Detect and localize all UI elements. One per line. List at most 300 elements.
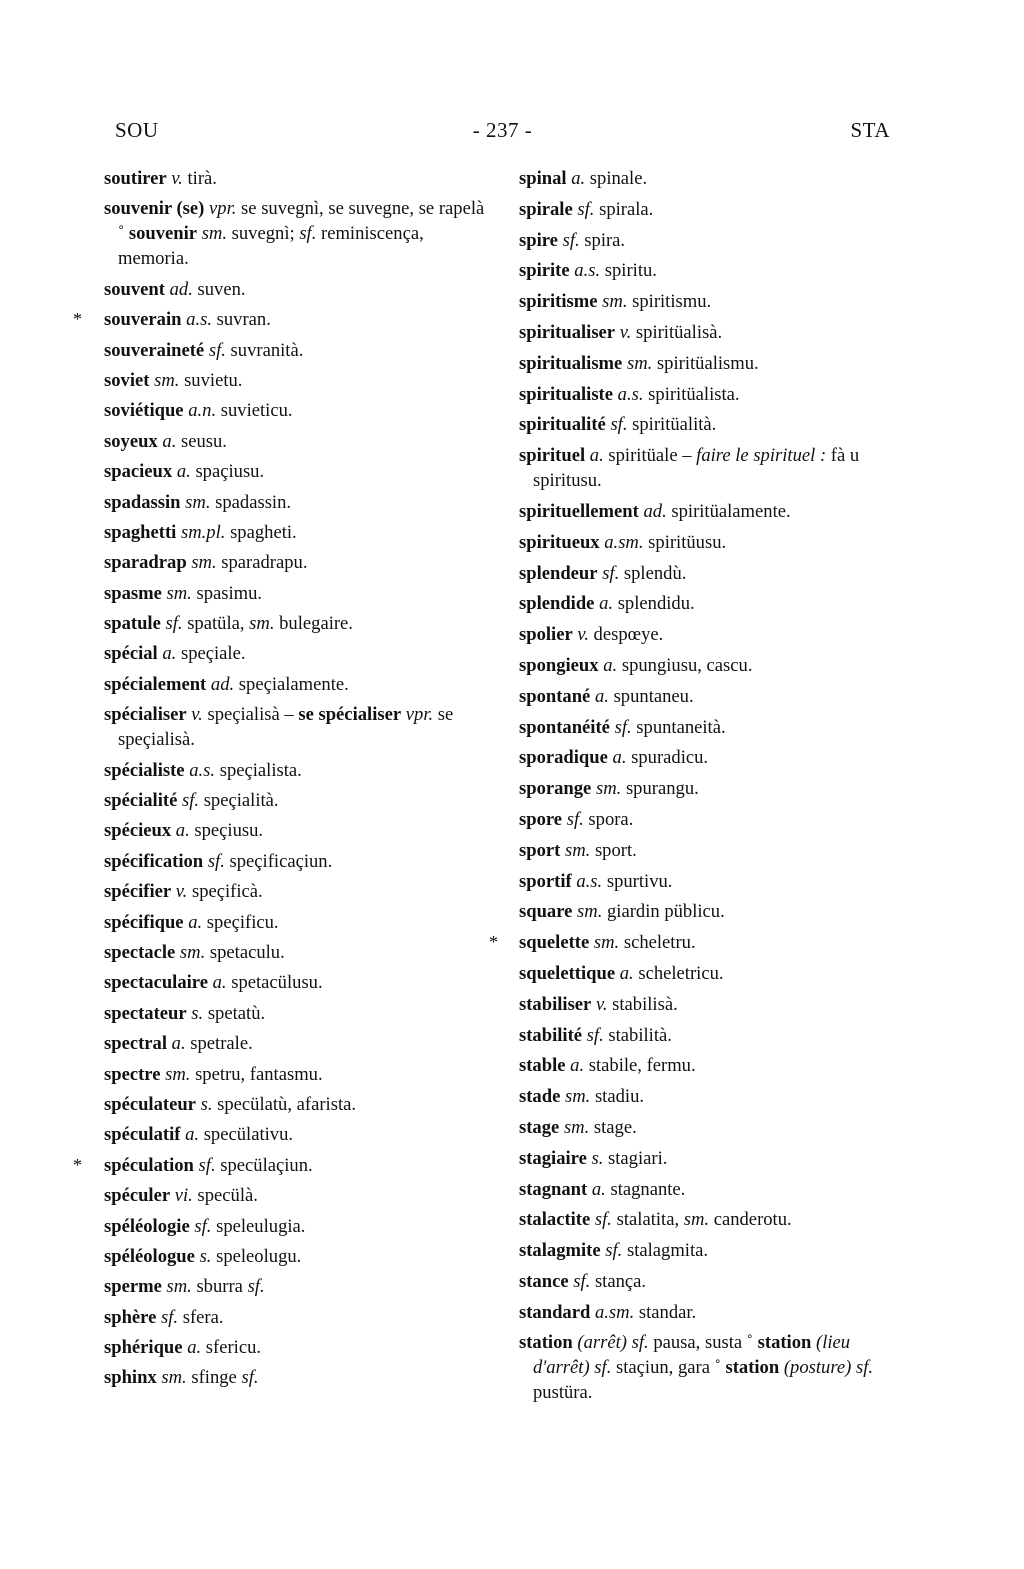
dictionary-entry — [519, 1084, 891, 1109]
headword: spécialiste — [104, 759, 185, 781]
dictionary-entry — [519, 228, 891, 253]
grammar-label: sm. — [179, 941, 206, 963]
grammar-label: sf. — [577, 198, 595, 220]
grammar-label: a. — [162, 430, 177, 452]
definition-text: ˚ — [714, 1357, 726, 1379]
dictionary-entry — [104, 702, 494, 752]
headword: se spécialiser — [298, 704, 402, 726]
page-header — [115, 118, 890, 148]
page-number: - 237 - — [472, 118, 533, 142]
grammar-label: sm. — [593, 932, 620, 954]
dictionary-entry — [104, 1062, 494, 1087]
dictionary-entry — [519, 197, 891, 222]
dictionary-entry — [104, 1001, 494, 1026]
dictionary-entry — [104, 672, 494, 697]
grammar-label: s. — [591, 1147, 604, 1169]
grammar-label: v. — [171, 168, 183, 189]
headword: spectre — [104, 1063, 161, 1085]
grammar-label: sm. — [595, 778, 622, 800]
headword: spirituellement — [519, 500, 639, 522]
headword: square — [519, 901, 573, 923]
definition-text: standar. — [634, 1301, 697, 1323]
definition-text: spiritüusu. — [643, 531, 727, 553]
dictionary-entry — [104, 1274, 494, 1299]
dictionary-entry — [104, 550, 494, 575]
grammar-label: sf. — [614, 716, 632, 738]
dictionary-entry — [519, 899, 891, 924]
headword: stable — [519, 1055, 566, 1077]
definition-text: speleulugia. — [211, 1215, 306, 1237]
dictionary-entry — [519, 715, 891, 740]
definition-text: suvieticu. — [216, 400, 293, 422]
headword: sphérique — [104, 1337, 183, 1359]
definition-text: spetru, fantasmu. — [190, 1063, 323, 1085]
dictionary-entry — [489, 930, 891, 955]
definition-text: suven. — [192, 278, 246, 300]
grammar-label: sf. — [194, 1215, 212, 1237]
dictionary-entry — [104, 1365, 494, 1390]
dictionary-entry — [519, 289, 891, 314]
grammar-label: sf. — [586, 1024, 604, 1046]
headword: souvenir — [128, 223, 198, 245]
definition-text: stagiari. — [603, 1147, 668, 1169]
dictionary-entry — [104, 338, 494, 363]
grammar-label: a.s. — [576, 870, 603, 892]
definition-text: se suvegnì, se suvegne, se rapelà — [236, 198, 485, 220]
definition-text: sfinge — [186, 1367, 242, 1389]
grammar-label: sm. — [626, 352, 653, 374]
definition-text: stabile, fermu. — [584, 1055, 696, 1077]
headword: station — [757, 1332, 812, 1354]
dictionary-entry — [519, 807, 891, 832]
grammar-label: sm. — [602, 291, 628, 313]
definition-text: tirà. — [182, 168, 217, 189]
dictionary-entry — [519, 591, 891, 616]
grammar-label: sm. — [191, 552, 217, 574]
dictionary-entry — [104, 1122, 494, 1147]
definition-text: speçialista. — [215, 759, 302, 781]
dictionary-entry — [104, 641, 494, 666]
grammar-label: sf. — [610, 414, 628, 436]
dictionary-entry — [104, 368, 494, 393]
headword: souverain — [104, 309, 182, 331]
definition-text: spetrale. — [185, 1033, 253, 1055]
definition-text: sport. — [590, 839, 637, 861]
grammar-label: sf. — [299, 223, 317, 245]
grammar-label: a. — [162, 643, 177, 665]
headword: spécification — [104, 850, 204, 872]
grammar-label: sf. — [602, 562, 620, 584]
grammar-label: a. — [570, 1055, 585, 1077]
definition-text: scheletricu. — [633, 962, 724, 984]
dictionary-entry — [519, 1146, 891, 1171]
dictionary-entry — [519, 530, 891, 555]
definition-text: stabilità. — [603, 1024, 672, 1046]
grammar-label: a. — [599, 593, 614, 615]
definition-text: suvietu. — [179, 369, 243, 391]
headword: spécieux — [104, 820, 172, 842]
headword: sport — [519, 839, 561, 861]
grammar-label: sf. — [605, 1240, 623, 1262]
grammar-label: a. — [571, 168, 586, 189]
definition-text: spiritüalista. — [643, 383, 740, 405]
headword: splendeur — [519, 562, 598, 584]
grammar-label: a. — [188, 911, 203, 933]
grammar-label: sf. — [208, 339, 226, 361]
header-last-word: STA — [850, 118, 890, 142]
headword: spéculer — [104, 1185, 171, 1207]
headword: sportif — [519, 870, 572, 892]
headword: sporadique — [519, 747, 608, 769]
definition-text: spiritüalità. — [627, 414, 717, 436]
dictionary-entry — [104, 166, 494, 191]
definition-text: giardin püblicu. — [602, 901, 725, 923]
grammar-label: sm. — [564, 839, 591, 861]
definition-text: spetaculu. — [205, 941, 285, 963]
grammar-label: sf. — [241, 1367, 259, 1389]
grammar-label: a.n. — [188, 400, 217, 422]
dictionary-entry — [519, 869, 891, 894]
asterisk-marker: * — [73, 309, 82, 330]
grammar-label: s. — [200, 1093, 213, 1115]
dictionary-entry — [519, 258, 891, 283]
headword: sphinx — [104, 1367, 157, 1389]
grammar-label: sf. — [594, 1209, 612, 1231]
definition-text: staçiun, gara — [611, 1357, 715, 1379]
headword: soyeux — [104, 430, 158, 452]
definition-text: specülativu. — [199, 1124, 294, 1146]
headword: spécialité — [104, 790, 178, 812]
headword: soviétique — [104, 400, 184, 422]
dictionary-entry — [519, 838, 891, 863]
grammar-label: a. — [612, 747, 627, 769]
dictionary-entry — [104, 818, 494, 843]
dictionary-entry — [104, 1244, 494, 1269]
grammar-label: sm. — [577, 901, 603, 923]
headword: stabiliser — [519, 993, 592, 1015]
dictionary-entry — [519, 653, 891, 678]
headword: spectral — [104, 1033, 167, 1055]
definition-text: specülatù, afarista. — [212, 1093, 357, 1115]
grammar-label: ad. — [169, 278, 193, 300]
headword: souvent — [104, 278, 165, 300]
definition-text: spiritüalisà. — [631, 321, 723, 343]
definition-text: spiritüalismu. — [652, 352, 759, 374]
definition-text: speçificà. — [187, 881, 263, 903]
grammar-label: sm. — [166, 1276, 192, 1298]
grammar-label: sf. — [165, 613, 183, 635]
headword: spectateur — [104, 1002, 187, 1024]
headword: sparadrap — [104, 552, 187, 574]
dictionary-entry — [519, 776, 891, 801]
grammar-label: a. — [594, 685, 609, 707]
definition-text: spaçiusu. — [190, 461, 265, 483]
headword: spontané — [519, 685, 591, 707]
headword: spéculateur — [104, 1093, 196, 1115]
dictionary-entry — [519, 412, 891, 437]
dictionary-entry — [104, 459, 494, 484]
headword: spiritualiser — [519, 321, 616, 343]
dictionary-entry — [519, 684, 891, 709]
definition-text: spurtivu. — [602, 870, 673, 892]
definition-text: stalagmita. — [622, 1240, 709, 1262]
definition-text: stança. — [590, 1270, 647, 1292]
grammar-label: a. — [589, 445, 604, 467]
headword: spécial — [104, 643, 158, 665]
definition-text: stage. — [589, 1116, 637, 1138]
headword: spinal — [519, 168, 567, 189]
headword: spéculation — [104, 1154, 194, 1176]
dictionary-entry — [104, 611, 494, 636]
definition-text: despœye. — [588, 624, 664, 646]
definition-text: ˚ — [746, 1332, 758, 1354]
definition-text: specülà. — [192, 1185, 258, 1207]
headword: spéléologue — [104, 1245, 195, 1267]
definition-text: speçialamente. — [234, 673, 349, 695]
definition-text: spetacülusu. — [226, 972, 323, 994]
grammar-label: a.s. — [186, 309, 212, 331]
headword: spontanéité — [519, 716, 610, 738]
headword: spiritualiste — [519, 383, 614, 405]
dictionary-entry — [104, 1092, 494, 1117]
definition-text: sfericu. — [201, 1337, 262, 1359]
grammar-label: s. — [199, 1245, 212, 1267]
grammar-label: sf. — [566, 808, 584, 830]
definition-text: bulegaire. — [274, 613, 353, 635]
definition-text: spagheti. — [225, 521, 297, 543]
headword: station — [519, 1332, 573, 1354]
grammar-label: a. — [591, 1178, 606, 1200]
grammar-label: sm. — [161, 1367, 187, 1389]
definition-text: spiritüalamente. — [666, 500, 791, 522]
dictionary-entry — [519, 1238, 891, 1263]
dictionary-entry — [519, 745, 891, 770]
headword: spolier — [519, 624, 573, 646]
dictionary-entry — [104, 398, 494, 423]
grammar-label: vpr. — [405, 704, 434, 726]
definition-text: stagnante. — [605, 1178, 686, 1200]
headword: spirituel — [519, 445, 586, 467]
dictionary-entry — [104, 1214, 494, 1239]
definition-text: spatüla, — [182, 613, 250, 635]
dictionary-entry — [104, 429, 494, 454]
headword: souveraineté — [104, 339, 205, 361]
grammar-label: sm. — [201, 223, 227, 245]
headword: stalagmite — [519, 1240, 601, 1262]
grammar-label: sm. — [563, 1116, 590, 1138]
grammar-label: a.s. — [189, 759, 216, 781]
definition-text: spungiusu, cascu. — [617, 654, 753, 676]
headword: spasme — [104, 582, 162, 604]
headword: spectaculaire — [104, 972, 208, 994]
headword: spectacle — [104, 941, 176, 963]
definition-text: spuntaneu. — [608, 685, 694, 707]
grammar-label: sm. — [564, 1086, 591, 1108]
grammar-label: ad. — [210, 673, 235, 695]
header-first-word: SOU — [115, 118, 159, 142]
definition-text: speleolugu. — [211, 1245, 302, 1267]
grammar-label: sf. — [181, 790, 200, 812]
headword: spirite — [519, 260, 570, 282]
grammar-label: a.s. — [574, 260, 601, 282]
dictionary-entry — [519, 622, 891, 647]
definition-text: speçiale. — [176, 643, 246, 665]
definition-text: spinale. — [585, 168, 648, 189]
definition-text: splendidu. — [613, 593, 695, 615]
definition-text: specülaçiun. — [215, 1154, 313, 1176]
headword: stance — [519, 1270, 569, 1292]
dictionary-entry — [519, 1177, 891, 1202]
dictionary-entry — [73, 1153, 494, 1178]
grammar-label: ad. — [643, 500, 667, 522]
grammar-label: a. — [185, 1124, 200, 1146]
grammar-label: sm. — [683, 1209, 710, 1231]
dictionary-entry — [519, 1023, 891, 1048]
dictionary-entry — [519, 1300, 891, 1325]
grammar-label: a.s. — [617, 383, 644, 405]
definition-text: spadassin. — [210, 491, 292, 513]
grammar-label: sf. — [198, 1154, 216, 1176]
definition-text: spiritismu. — [627, 291, 712, 313]
definition-text: stabilisà. — [607, 993, 678, 1015]
dictionary-entry — [519, 320, 891, 345]
definition-text: ˚ — [118, 223, 129, 245]
asterisk-marker: * — [489, 932, 498, 953]
dictionary-entry — [519, 1269, 891, 1294]
headword: spirale — [519, 198, 573, 220]
definition-text: se speçialisà. — [118, 704, 454, 751]
definition-text: stadiu. — [590, 1086, 645, 1108]
headword: soviet — [104, 369, 150, 391]
headword: spongieux — [519, 654, 599, 676]
headword: stalactite — [519, 1209, 591, 1231]
definition-text: spira. — [579, 229, 626, 251]
headword: spiritisme — [519, 291, 598, 313]
headword: spadassin — [104, 491, 181, 513]
grammar-label: v. — [191, 704, 203, 726]
dictionary-entry — [104, 758, 494, 783]
dictionary-entry — [104, 1305, 494, 1330]
grammar-label: v. — [175, 881, 188, 903]
left-column — [73, 166, 494, 1396]
headword: spacieux — [104, 461, 173, 483]
dictionary-entry — [104, 1031, 494, 1056]
grammar-label: (posture) sf. — [783, 1357, 874, 1379]
asterisk-marker: * — [73, 1154, 82, 1175]
definition-text: spirala. — [594, 198, 654, 220]
headword: stagiaire — [519, 1147, 587, 1169]
definition-text: spurangu. — [621, 778, 699, 800]
definition-text: stalatita, — [611, 1209, 684, 1231]
headword: spiritualisme — [519, 352, 623, 374]
grammar-label: sm. — [154, 369, 180, 391]
grammar-label: a. — [171, 1033, 186, 1055]
grammar-label: a. — [212, 972, 227, 994]
headword: spire — [519, 229, 558, 251]
definition-text: spiritu. — [600, 260, 657, 282]
headword: stabilité — [519, 1024, 583, 1046]
headword: stade — [519, 1086, 561, 1108]
grammar-label: (arrêt) sf. — [577, 1332, 649, 1354]
dictionary-entry — [519, 499, 891, 524]
grammar-label: sm.pl. — [180, 521, 226, 543]
grammar-label: vi. — [174, 1185, 193, 1207]
dictionary-entry — [104, 520, 494, 545]
definition-text: sparadrapu. — [216, 552, 308, 574]
definition-text: sfera. — [178, 1306, 224, 1328]
grammar-label: a.sm. — [594, 1301, 635, 1323]
dictionary-entry — [519, 1207, 891, 1232]
dictionary-entry — [104, 788, 494, 813]
dictionary-entry — [519, 961, 891, 986]
definition-text: spora. — [583, 808, 634, 830]
dictionary-entry — [519, 1053, 891, 1078]
definition-text: suvegnì; — [227, 223, 300, 245]
grammar-label: sf. — [161, 1306, 179, 1328]
grammar-label: (lieu d'arrêt) sf. — [533, 1332, 851, 1379]
dictionary-entry — [104, 490, 494, 515]
dictionary-entry — [104, 196, 494, 271]
headword: stage — [519, 1116, 560, 1138]
grammar-label: a.sm. — [604, 531, 644, 553]
grammar-label: sf. — [207, 850, 225, 872]
grammar-label: a. — [187, 1337, 202, 1359]
definition-text: scheletru. — [619, 932, 696, 954]
grammar-label: faire le spirituel : — [696, 445, 827, 467]
dictionary-entry — [519, 992, 891, 1017]
dictionary-entry — [519, 166, 891, 191]
definition-text: spuradicu. — [626, 747, 709, 769]
definition-text: suvranità. — [225, 339, 304, 361]
headword: spatule — [104, 613, 161, 635]
headword: sperme — [104, 1276, 162, 1298]
grammar-label: s. — [191, 1002, 204, 1024]
dictionary-entry — [519, 1115, 891, 1140]
definition-text: spasimu. — [191, 582, 263, 604]
headword: stagnant — [519, 1178, 588, 1200]
headword: spéléologie — [104, 1215, 190, 1237]
grammar-label: sm. — [166, 582, 192, 604]
headword: spaghetti — [104, 521, 177, 543]
grammar-label: sm. — [165, 1063, 191, 1085]
grammar-label: v. — [619, 321, 632, 343]
dictionary-entry — [519, 351, 891, 376]
definition-text: pustüra. — [533, 1382, 593, 1404]
headword: souvenir (se) — [104, 198, 205, 220]
dictionary-entry — [73, 307, 494, 332]
definition-text: suvran. — [211, 309, 271, 331]
dictionary-entry — [104, 940, 494, 965]
dictionary-entry — [104, 970, 494, 995]
headword: spiritualité — [519, 414, 606, 436]
grammar-label: sm. — [249, 613, 275, 635]
grammar-label: sf. — [573, 1270, 591, 1292]
dictionary-entry — [104, 1183, 494, 1208]
grammar-label: a. — [603, 654, 618, 676]
headword: station — [725, 1357, 780, 1379]
definition-text: seusu. — [176, 430, 227, 452]
definition-text: spetatù. — [203, 1002, 266, 1024]
headword: spécialement — [104, 673, 207, 695]
grammar-label: a. — [175, 820, 190, 842]
grammar-label: vpr. — [209, 198, 237, 220]
definition-text: speçificu. — [202, 911, 279, 933]
headword: spore — [519, 808, 563, 830]
dictionary-entry — [519, 561, 891, 586]
headword: spécifier — [104, 881, 172, 903]
definition-text: speçialisà – — [202, 704, 299, 726]
headword: spécifique — [104, 911, 184, 933]
